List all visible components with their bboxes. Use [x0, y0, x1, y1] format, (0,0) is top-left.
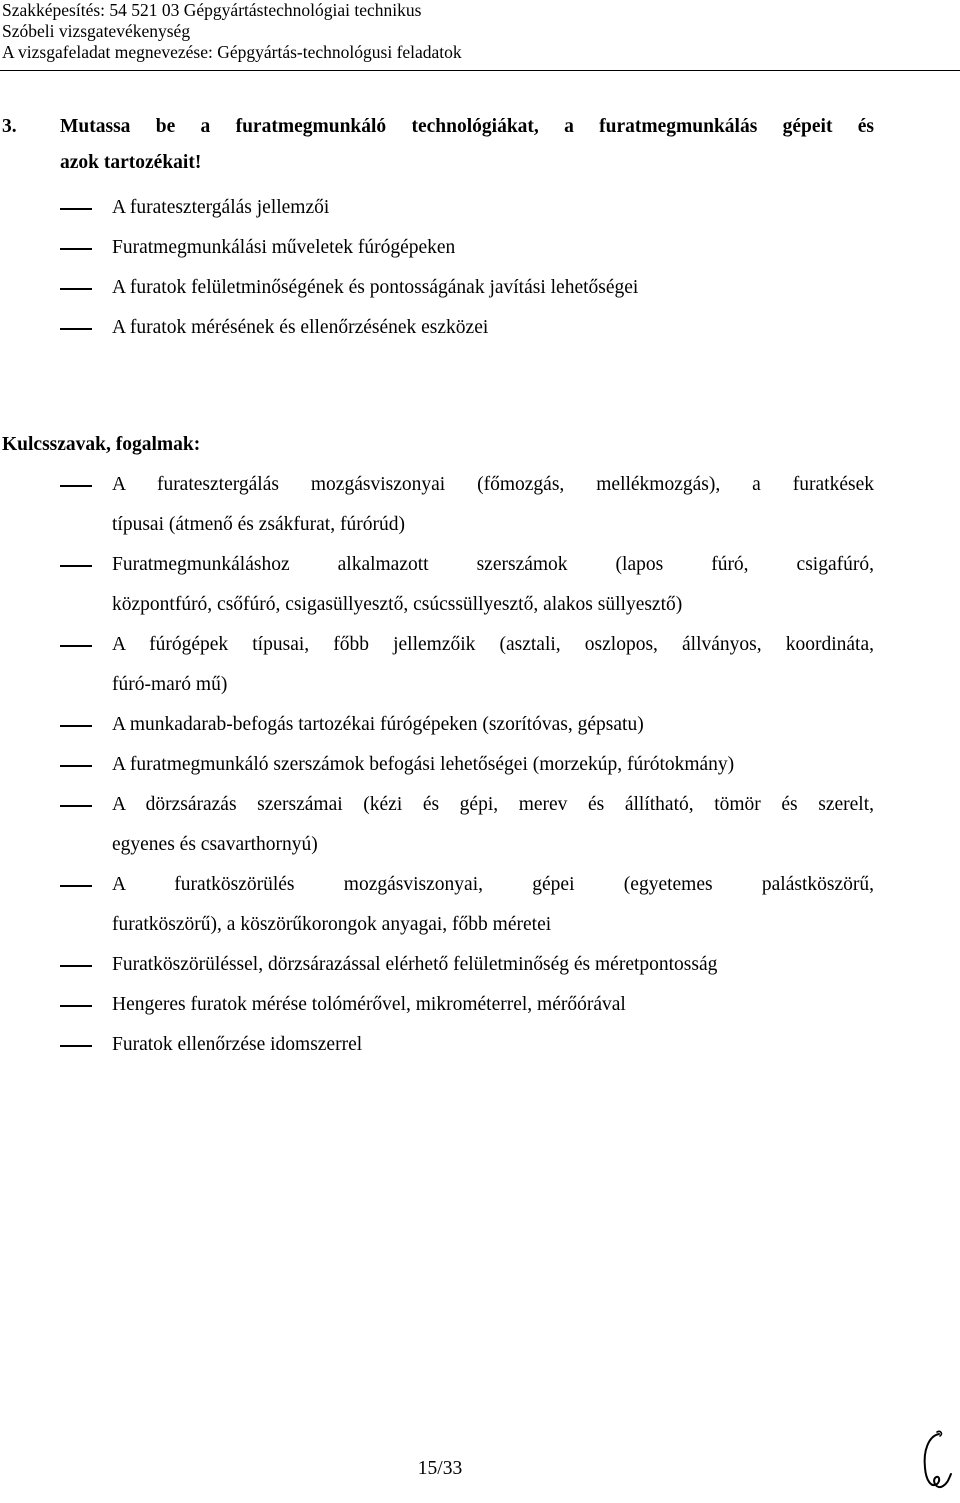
dash-bullet: [60, 208, 92, 210]
keyword-text: A furatköszörülés mozgásviszonyai, gépei (egyetemes palástköszörű,: [112, 874, 874, 895]
topic-text: Furatmegmunkálási műveletek fúrógépeken: [112, 237, 456, 258]
keyword-item: [0, 1025, 880, 1065]
dash-bullet: [60, 248, 92, 250]
keyword-item: [0, 985, 880, 1025]
dash-bullet: [60, 1005, 92, 1007]
keywords-heading: Kulcsszavak, fogalmak:: [2, 434, 201, 455]
page-number: 15/33: [417, 1458, 463, 1479]
keyword-item: [0, 465, 880, 545]
topic-item: [0, 228, 880, 268]
keyword-text: típusai (átmenő és zsákfurat, fúrórúd): [112, 514, 405, 535]
topic-text: A furatok felületminőségének és pontosságának javítási lehetőségei: [112, 277, 639, 298]
header-divider: [0, 70, 960, 71]
header-qualification: Szakképesítés: 54 521 03 Gépgyártástechnológiai technikus: [2, 0, 422, 20]
topic-text: A furatesztergálás jellemzői: [112, 197, 330, 218]
keyword-text: Furatköszörüléssel, dörzsárazással elérhető felületminőség és méretpontosság: [112, 954, 718, 975]
header-task-name: A vizsgafeladat megnevezése: Gépgyártás-technológusi feladatok: [2, 42, 462, 62]
keyword-item: [0, 945, 880, 985]
signature-mark: [915, 1428, 955, 1498]
topic-item: [0, 308, 880, 348]
dash-bullet: [60, 645, 92, 647]
question-text-line-2: azok tartozékait!: [60, 152, 202, 173]
dash-bullet: [60, 725, 92, 727]
keyword-text: egyenes és csavarthornyú): [112, 834, 318, 855]
keyword-text: A munkadarab-befogás tartozékai fúrógépeken (szorítóvas, gépsatu): [112, 714, 644, 735]
keyword-text: fúró-maró mű): [112, 674, 228, 695]
keyword-text: központfúró, csőfúró, csigasüllyesztő, csúcssüllyesztő, alakos süllyesztő): [112, 594, 683, 615]
keyword-item: [0, 745, 880, 785]
dash-bullet: [60, 965, 92, 967]
keyword-text: A dörzsárazás szerszámai (kézi és gépi, merev és állítható, tömör és szerelt,: [112, 794, 874, 815]
topic-list: [0, 188, 880, 348]
keyword-text: Furatmegmunkáláshoz alkalmazott szerszámok (lapos fúró, csigafúró,: [112, 554, 874, 575]
dash-bullet: [60, 885, 92, 887]
question-heading: [2, 109, 874, 181]
keyword-item: [0, 545, 880, 625]
dash-bullet: [60, 485, 92, 487]
keyword-item: [0, 785, 880, 865]
topic-item: [0, 188, 880, 228]
topic-item: [0, 268, 880, 308]
question-text-line-1: Mutassa be a furatmegmunkáló technológiákat, a furatmegmunkálás gépeit és: [60, 116, 874, 137]
keyword-text: furatköszörű), a köszörűkorongok anyagai, főbb méretei: [112, 914, 552, 935]
topic-text: A furatok mérésének és ellenőrzésének eszközei: [112, 317, 489, 338]
keyword-text: Furatok ellenőrzése idomszerrel: [112, 1034, 363, 1055]
dash-bullet: [60, 805, 92, 807]
dash-bullet: [60, 328, 92, 330]
dash-bullet: [60, 565, 92, 567]
keyword-item: [0, 625, 880, 705]
keyword-text: A furatesztergálás mozgásviszonyai (főmozgás, mellékmozgás), a furatkések: [112, 474, 874, 495]
dash-bullet: [60, 765, 92, 767]
page-header: [2, 0, 462, 63]
keyword-list: [0, 465, 880, 1065]
keyword-item: [0, 865, 880, 945]
keyword-item: [0, 705, 880, 745]
header-exam-type: Szóbeli vizsgatevékenység: [2, 21, 191, 41]
keyword-text: Hengeres furatok mérése tolómérővel, mikrométerrel, mérőórával: [112, 994, 626, 1015]
keyword-text: A fúrógépek típusai, főbb jellemzőik (asztali, oszlopos, állványos, koordináta,: [112, 634, 874, 655]
dash-bullet: [60, 1045, 92, 1047]
keyword-text: A furatmegmunkáló szerszámok befogási lehetőségei (morzekúp, fúrótokmány): [112, 754, 735, 775]
dash-bullet: [60, 288, 92, 290]
question-number: 3.: [2, 116, 17, 137]
